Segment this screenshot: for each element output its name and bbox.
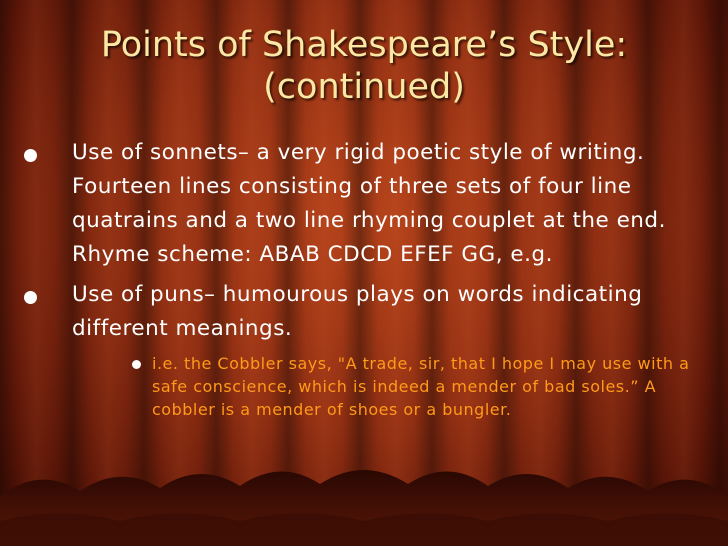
bullet-item-puns [22,278,706,421]
bullet-dot-icon [24,149,37,162]
bullet-text: Use of puns– humourous plays on words indicating different meanings. [72,282,643,341]
sub-bullet-text: i.e. the Cobbler says, "A trade, sir, that I hope I may use with a safe conscience, which is indeed a mender of bad soles.” A cobbler is a mender of shoes or a bungler. [152,354,690,419]
title-line-2: (continued) [263,67,465,107]
slide-title [0,24,728,108]
sub-bullet-dot-icon [132,360,141,369]
sub-bullet-item [132,352,706,421]
bullet-text: Use of sonnets– a very rigid poetic style of writing. Fourteen lines consisting of three sets of four line quatrains and a two line rhyming couplet at the end. Rhyme scheme: ABAB CDCD EFEF GG, e.g. [72,140,666,267]
bullet-item-sonnets [22,136,706,272]
bullet-dot-icon [24,291,37,304]
bullet-list [22,136,706,427]
curtain-valance-decoration [0,436,728,546]
title-line-1: Points of Shakespeare’s Style: [100,25,628,65]
